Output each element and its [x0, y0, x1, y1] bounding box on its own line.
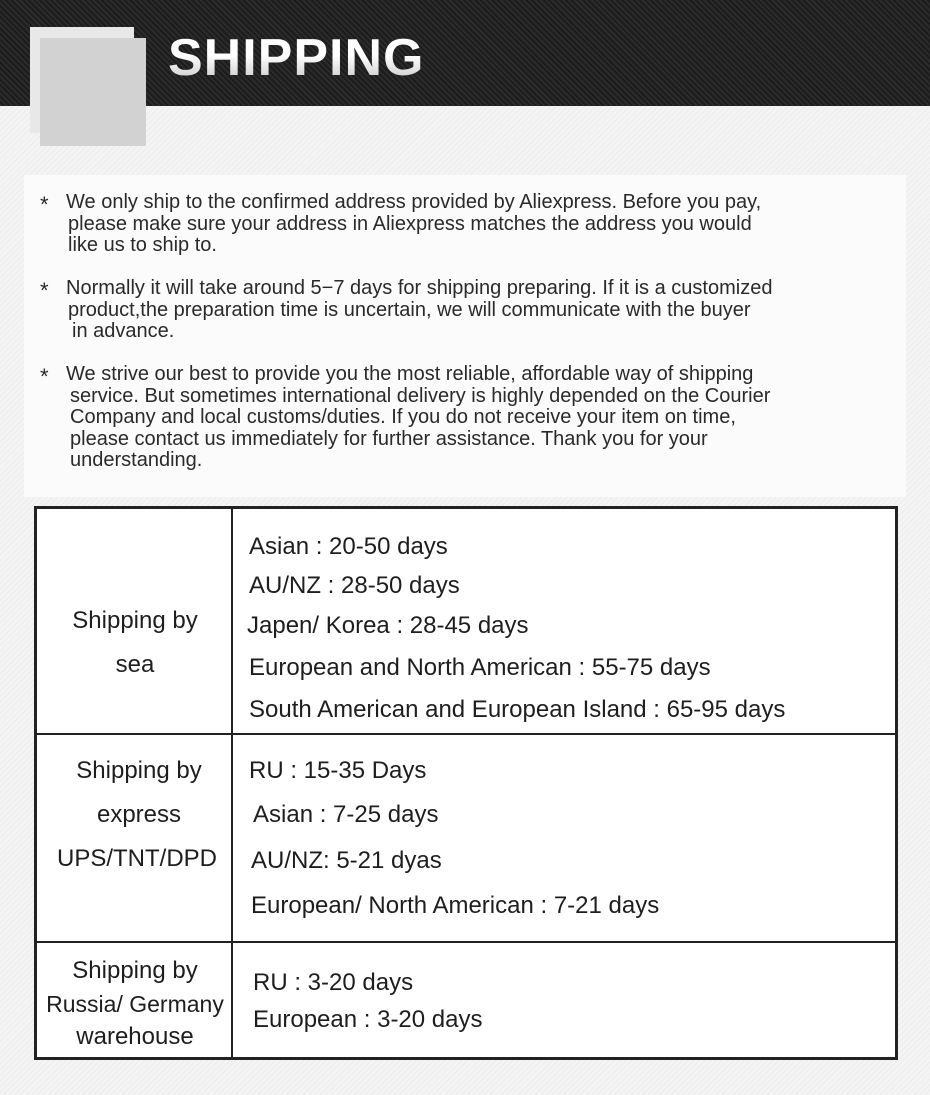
delivery-time-entry: South American and European Island : 65-95 days [249, 696, 786, 723]
shipping-method-label: Russia/ Germany [46, 991, 224, 1017]
note-line: product,the preparation time is uncertain, we will communicate with the buyer [68, 298, 751, 321]
note-line: please contact us immediately for further assistance. Thank you for your [70, 427, 708, 450]
shipping-method-label: Shipping by [76, 757, 202, 784]
header-decor-square-front [40, 38, 146, 146]
delivery-time-entry: European and North American : 55-75 days [249, 654, 711, 681]
note-line: please make sure your address in Aliexpress matches the address you would [68, 212, 752, 235]
page-title: SHIPPING [168, 29, 425, 87]
delivery-time-entry: European : 3-20 days [253, 1006, 483, 1033]
note-line: Company and local customs/duties. If you do not receive your item on time, [70, 406, 736, 428]
delivery-times-cell [233, 735, 895, 941]
shipping-method-cell [37, 509, 233, 733]
delivery-time-entry: RU : 15-35 Days [249, 757, 427, 784]
asterisk-bullet-icon: * [40, 364, 49, 389]
delivery-time-entry: RU : 3-20 days [253, 969, 414, 996]
note-text [66, 278, 886, 343]
shipping-method-label: UPS/TNT/DPD [56, 845, 217, 872]
delivery-time-entry: Asian : 20-50 days [249, 533, 448, 560]
delivery-times-cell [233, 509, 895, 733]
table-row [37, 943, 895, 1057]
delivery-time-entry: AU/NZ: 5-21 dyas [251, 847, 442, 874]
note-line: understanding. [70, 449, 203, 471]
note-text [66, 192, 886, 257]
shipping-notes [24, 175, 906, 497]
table-row [37, 509, 895, 735]
delivery-times-cell [233, 943, 895, 1057]
shipping-method-label: warehouse [76, 1023, 194, 1050]
asterisk-bullet-icon: * [40, 278, 49, 303]
note-line: like us to ship to. [68, 234, 217, 256]
table-row [37, 735, 895, 943]
note-text [66, 364, 886, 472]
shipping-method-label: sea [115, 651, 155, 678]
delivery-time-entry: AU/NZ : 28-50 days [249, 572, 460, 599]
note-line: We only ship to the confirmed address provided by Aliexpress. Before you pay, [66, 191, 762, 213]
shipping-method-cell [37, 735, 233, 941]
note-line: We strive our best to provide you the most reliable, affordable way of shipping [66, 363, 754, 385]
note-line: in advance. [72, 320, 175, 342]
shipping-method-label: Shipping by [72, 607, 198, 634]
shipping-method-label: Shipping by [72, 957, 198, 984]
shipping-times-table [34, 506, 898, 1060]
delivery-time-entry: European/ North American : 7-21 days [251, 892, 660, 919]
delivery-time-entry: Asian : 7-25 days [253, 801, 439, 828]
note-line: Normally it will take around 5−7 days for shipping preparing. If it is a customized [66, 277, 773, 299]
delivery-time-entry: Japen/ Korea : 28-45 days [247, 612, 529, 639]
asterisk-bullet-icon: * [40, 192, 49, 217]
shipping-method-cell [37, 943, 233, 1057]
note-line: service. But sometimes international delivery is highly depended on the Courier [70, 384, 771, 407]
shipping-method-label: express [96, 801, 182, 828]
